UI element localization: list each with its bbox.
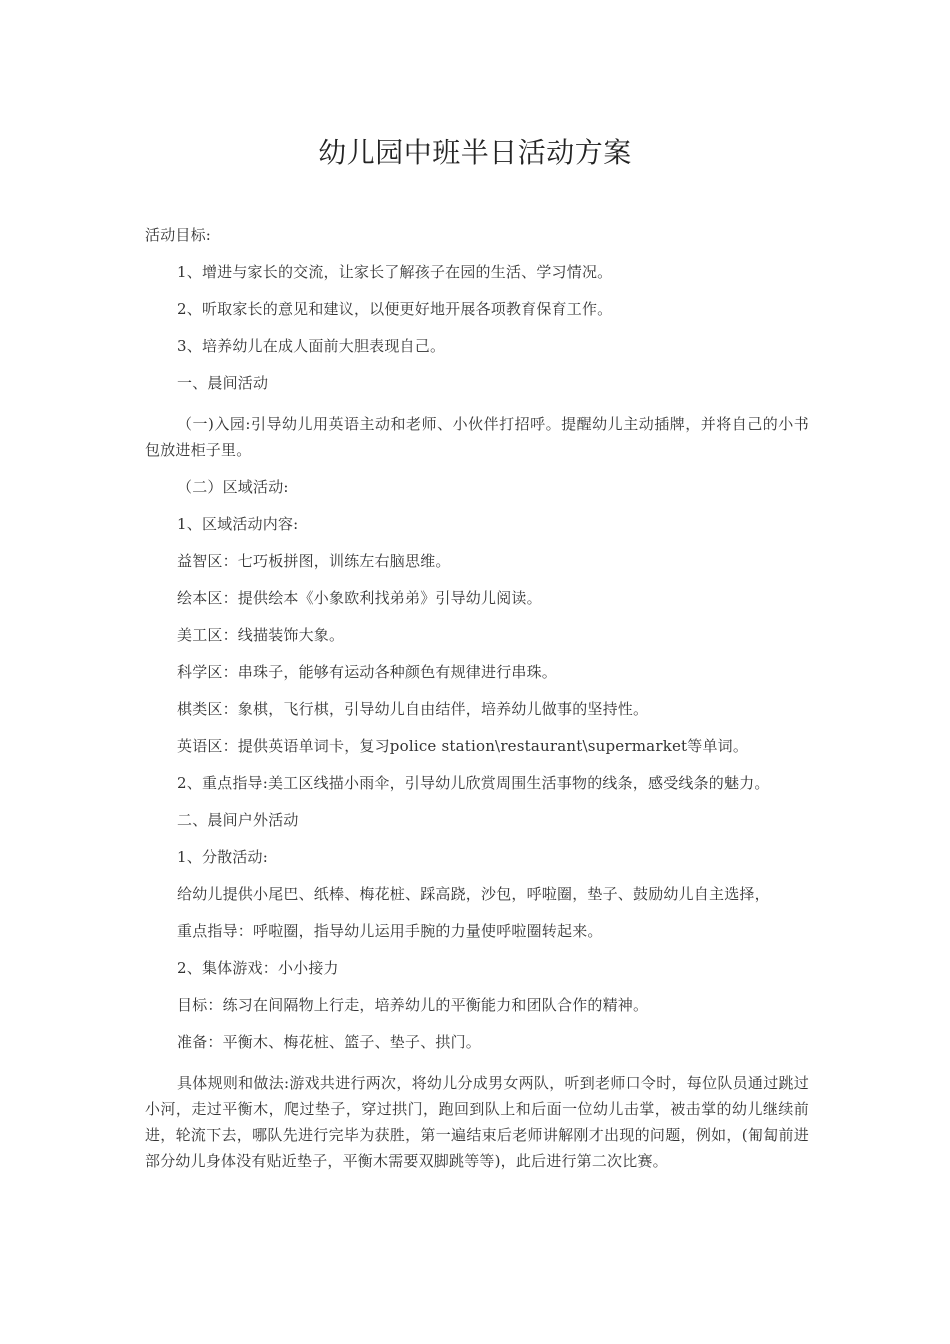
- paragraph-picture-book-area: 绘本区：提供绘本《小象欧利找弟弟》引导幼儿阅读。: [177, 589, 542, 607]
- paragraph-art-area: 美工区：线描装饰大象。: [177, 626, 345, 644]
- paragraph-goal-3: 3、培养幼儿在成人面前大胆表现自己。: [177, 337, 446, 355]
- paragraph-english-area: 英语区：提供英语单词卡，复习police station\restaurant\supermarket等单词。: [177, 737, 749, 755]
- paragraph-free-activity: 1、分散活动:: [177, 848, 268, 866]
- section-heading-goals: 活动目标:: [145, 226, 212, 244]
- paragraph-key-guidance: 2、重点指导:美工区线描小雨伞，引导幼儿欣赏周围生活事物的线条，感受线条的魅力。: [177, 774, 770, 792]
- paragraph-hoop-guidance: 重点指导：呼啦圈，指导幼儿运用手腕的力量使呼啦圈转起来。: [177, 922, 603, 940]
- paragraph-goal-2: 2、听取家长的意见和建议，以便更好地开展各项教育保育工作。: [177, 300, 613, 318]
- document-title: 幼儿园中班半日活动方案: [318, 136, 632, 169]
- section-heading-outdoor: 二、晨间户外活动: [177, 811, 299, 829]
- paragraph-puzzle-area: 益智区：七巧板拼图，训练左右脑思维。: [177, 552, 451, 570]
- paragraph-game-goal: 目标：练习在间隔物上行走，培养幼儿的平衡能力和团队合作的精神。: [177, 996, 649, 1014]
- paragraph-science-area: 科学区：串珠子，能够有运动各种颜色有规律进行串珠。: [177, 663, 558, 681]
- paragraph-goal-1: 1、增进与家长的交流，让家长了解孩子在园的生活、学习情况。: [177, 263, 613, 281]
- subheading-area-activity: （二）区域活动:: [177, 478, 289, 496]
- paragraph-arrival: （一)入园:引导幼儿用英语主动和老师、小伙伴打招呼。提醒幼儿主动插牌，并将自己的小书包放进柜子里。: [145, 415, 809, 459]
- document-body: [145, 222, 809, 1185]
- paragraph-game-rules: 具体规则和做法:游戏共进行两次，将幼儿分成男女两队，听到老师口令时，每位队员通过跳过小河，走过平衡木，爬过垫子，穿过拱门，跑回到队上和后面一位幼儿击掌，被击掌的幼儿继续前进，轮流下去，哪队先进行完毕为获胜，第一遍结束后老师讲解刚才出现的问题，例如，(匍匐前进部分幼儿身体没有贴近垫子，平衡木需要双脚跳等等)，此后进行第二次比赛。: [145, 1074, 809, 1170]
- paragraph-materials: 给幼儿提供小尾巴、纸棒、梅花桩、踩高跷，沙包，呼啦圈，垫子、鼓励幼儿自主选择，: [177, 885, 770, 903]
- paragraph-game-preparation: 准备：平衡木、梅花桩、篮子、垫子、拱门。: [177, 1033, 482, 1051]
- paragraph-chess-area: 棋类区：象棋，飞行棋，引导幼儿自由结伴，培养幼儿做事的坚持性。: [177, 700, 649, 718]
- paragraph-group-game: 2、集体游戏：小小接力: [177, 959, 339, 977]
- section-heading-morning: 一、晨间活动: [177, 374, 269, 392]
- paragraph-area-content: 1、区域活动内容:: [177, 515, 299, 533]
